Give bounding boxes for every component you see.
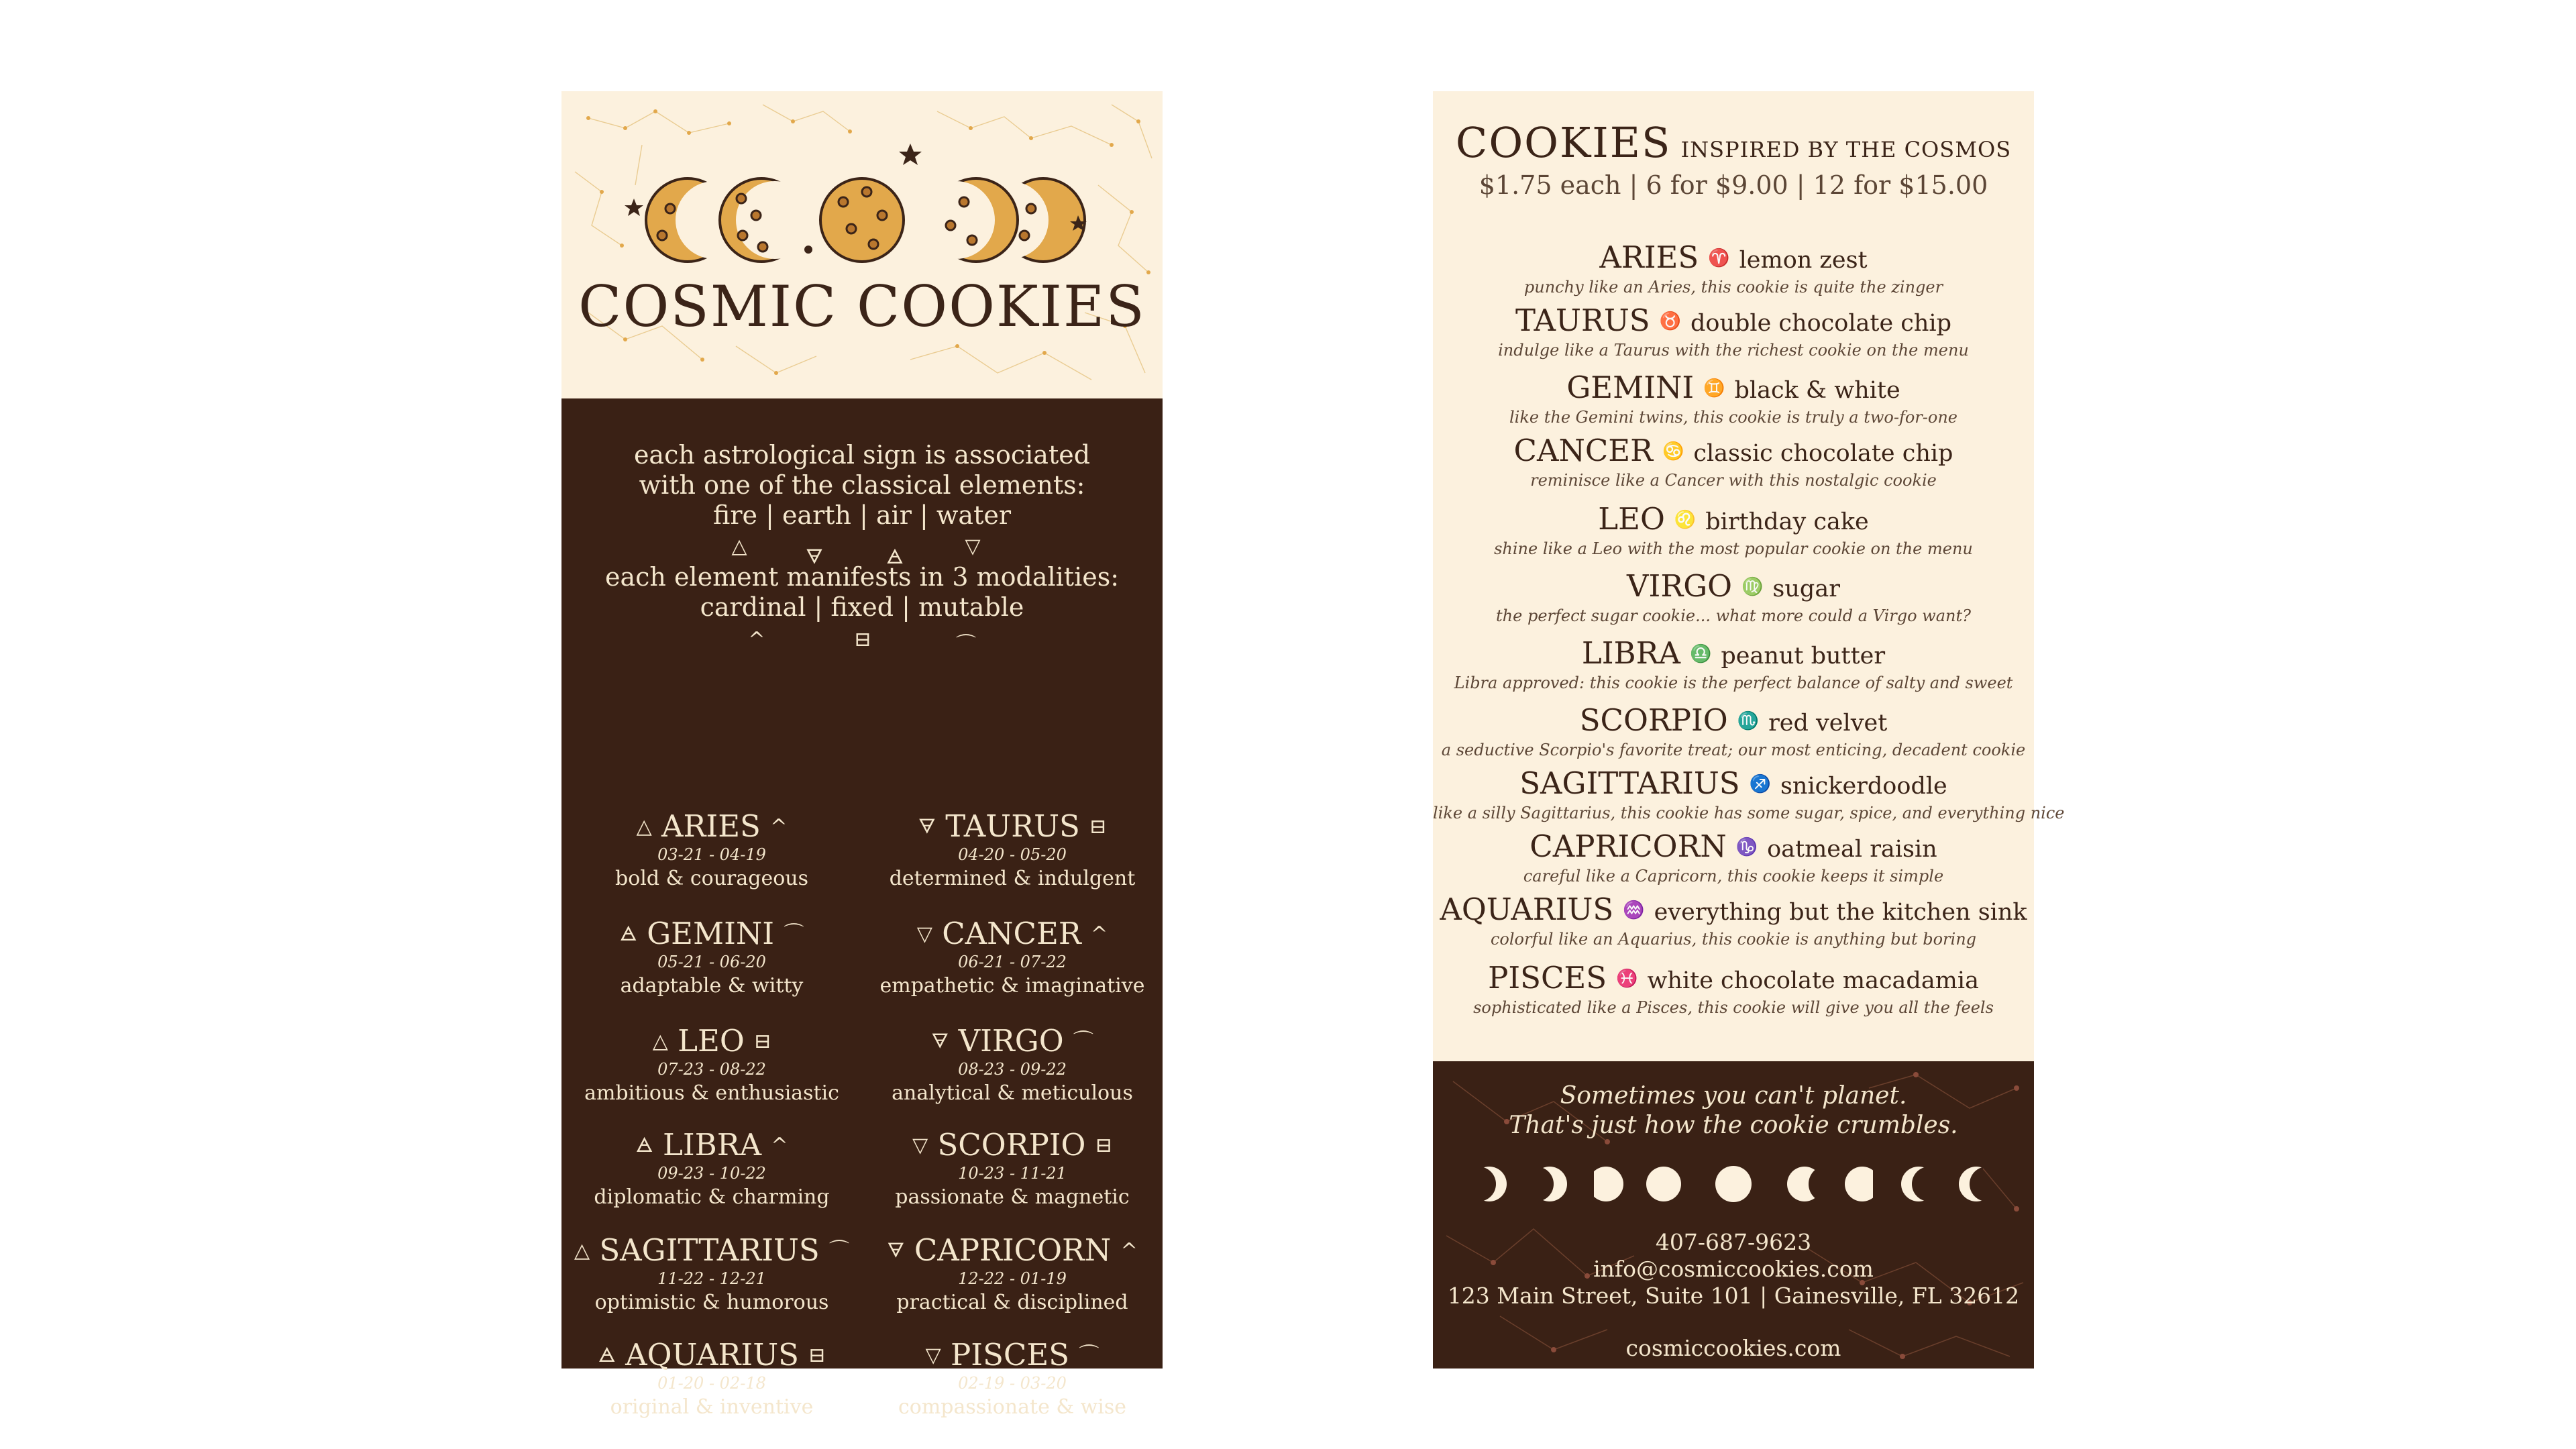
sign-name: LIBRA [662,1127,762,1163]
menu-item-description: sophisticated like a Pisces, this cookie will give you all the feels [1473,998,1994,1017]
modality-icon: ^ [771,1134,788,1157]
sign-trait: ambitious & enthusiastic [584,1081,839,1105]
virgo-glyph-icon: ♍ [1741,577,1764,597]
element-icon: 🜃 [918,815,936,839]
sign-dates: 08-23 - 09-22 [958,1060,1067,1079]
menu-item-sign: LIBRA [1581,635,1680,671]
aquarius-glyph-icon: ♒ [1623,900,1645,920]
price-list: $1.75 each | 6 for $9.00 | 12 for $15.00 [1479,170,1988,200]
menu-item-description: like a silly Sagittarius, this cookie has some sugar, spice, and everything nice [1433,804,2065,822]
cancer-glyph-icon: ♋ [1662,441,1684,462]
tagline-line-1: Sometimes you can't planet. [1560,1082,1907,1110]
sign-dates: 10-23 - 11-21 [958,1164,1067,1183]
sign-trait: empathetic & imaginative [879,974,1145,998]
sign-dates: 12-22 - 01-19 [958,1269,1067,1288]
menu-item-sign: LEO [1598,501,1665,537]
menu-item-description: Libra approved: this cookie is the perfect balance of salty and sweet [1454,674,2013,692]
sign-dates: 02-19 - 03-20 [958,1374,1067,1393]
menu-item-flavor: peanut butter [1721,643,1886,669]
astrology-intro [561,440,1163,531]
sign-cancer [862,916,1163,1000]
sign-virgo [862,1024,1163,1108]
sign-libra [561,1128,862,1212]
tagline-line-2: That's just how the cookie crumbles. [1509,1112,1958,1139]
menu-item-libra [1433,636,2034,692]
element-symbols-row [561,535,1163,569]
sign-dates: 11-22 - 12-21 [657,1269,766,1288]
menu-item-flavor: lemon zest [1739,247,1868,274]
menu-item-flavor: everything but the kitchen sink [1654,899,2027,926]
element-icon: ▽ [925,1344,941,1367]
sign-pisces [862,1338,1163,1421]
sign-taurus [862,809,1163,893]
menu-item-description: colorful like an Aquarius, this cookie is anything but boring [1490,930,1977,949]
sign-trait: practical & disciplined [896,1291,1128,1314]
sign-name: VIRGO [958,1023,1064,1059]
menu-item-sign: TAURUS [1515,303,1650,338]
mutable-modality-icon: ⌒ [956,633,976,657]
sign-name: SAGITTARIUS [599,1232,820,1268]
menu-item-sign: CANCER [1513,433,1653,468]
sign-name: CAPRICORN [914,1232,1112,1268]
leo-glyph-icon: ♌ [1674,510,1697,530]
sign-dates: 01-20 - 02-18 [657,1374,766,1393]
menu-item-sign: SAGITTARIUS [1519,765,1740,801]
menu-item-aquarius [1433,892,2034,949]
menu-item-flavor: sugar [1772,576,1840,602]
element-icon: ▽ [912,1134,928,1157]
menu-item-flavor: white chocolate macadamia [1647,967,1979,994]
modality-icon: ⌒ [829,1239,850,1263]
fixed-modality-icon: ⊟ [854,628,871,651]
menu-item-description: punchy like an Aries, this cookie is quite the zinger [1523,278,1943,297]
element-icon: △ [652,1030,668,1053]
sign-trait: determined & indulgent [889,867,1136,890]
contact-info [1433,1229,2034,1309]
gemini-glyph-icon: ♊ [1703,378,1725,398]
modality-icon: ⊟ [1095,1134,1112,1157]
menu-item-sign: CAPRICORN [1529,828,1727,864]
menu-item-flavor: double chocolate chip [1690,310,1952,337]
menu-item-leo [1433,502,2034,558]
sign-trait: diplomatic & charming [594,1185,830,1209]
menu-item-capricorn [1433,829,2034,885]
menu-item-sign: AQUARIUS [1440,892,1614,927]
modality-icon: ⌒ [1073,1030,1093,1053]
menu-item-sign: ARIES [1599,239,1699,275]
menu-item-gemini [1433,370,2034,427]
menu-item-flavor: birthday cake [1705,508,1869,535]
scorpio-glyph-icon: ♏ [1737,711,1760,731]
zodiac-info-card [561,91,1163,1419]
menu-item-sign: GEMINI [1566,370,1695,405]
sign-leo [561,1024,862,1108]
taurus-glyph-icon: ♉ [1659,311,1681,331]
air-element-icon: 🜁 [885,545,904,569]
modality-icon: ⌒ [784,922,804,946]
modalities-line: cardinal | fixed | mutable [700,592,1024,622]
intro-line-2: with one of the classical elements: [639,470,1085,500]
sign-name: LEO [678,1023,745,1059]
email-address[interactable]: info@cosmiccookies.com [1593,1256,1874,1282]
menu-item-flavor: classic chocolate chip [1693,440,1953,467]
sign-name: CANCER [942,916,1081,951]
sign-dates: 07-23 - 08-22 [657,1060,766,1079]
menu-item-description: the perfect sugar cookie... what more could a Virgo want? [1496,606,1971,625]
menu-item-sign: VIRGO [1627,568,1733,604]
menu-item-description: reminisce like a Cancer with this nostalgic cookie [1530,471,1937,490]
sign-scorpio [862,1128,1163,1212]
menu-footer [1433,1061,2034,1368]
cardinal-modality-icon: ^ [748,628,765,651]
intro-line-1: each astrological sign is associated [633,440,1091,470]
menu-item-scorpio [1433,703,2034,759]
sign-trait: bold & courageous [615,867,808,890]
sign-dates: 06-21 - 07-22 [958,953,1067,971]
modality-icon: ⊟ [808,1344,826,1367]
sign-trait: adaptable & witty [620,974,804,998]
sign-aquarius [561,1338,862,1421]
water-element-icon: ▽ [965,535,981,558]
sign-name: SCORPIO [937,1127,1086,1163]
street-address: 123 Main Street, Suite 101 | Gainesville, FL 32612 [1447,1283,2020,1309]
moon-phases-icon [1433,1161,2034,1208]
menu-item-sign: SCORPIO [1579,702,1728,738]
sign-trait: analytical & meticulous [892,1081,1133,1105]
element-icon: △ [636,815,652,839]
menu-item-flavor: oatmeal raisin [1767,836,1937,863]
menu-item-taurus [1433,303,2034,360]
element-icon: 🜃 [931,1030,949,1053]
cookie-moon-phases-logo [561,91,1163,398]
sagittarius-glyph-icon: ♐ [1749,774,1771,794]
brand-header [561,91,1163,398]
menu-subtitle: INSPIRED BY THE COSMOS [1680,137,2012,162]
menu-item-virgo [1433,569,2034,625]
menu-item-flavor: red velvet [1768,710,1888,737]
phone-number[interactable]: 407-687-9623 [1655,1229,1812,1255]
sign-name: TAURUS [945,808,1080,844]
cookie-menu-card [1433,91,2065,1368]
sign-trait: original & inventive [610,1395,814,1419]
menu-item-description: careful like a Capricorn, this cookie keeps it simple [1523,867,1944,885]
menu-title: COOKIES [1455,118,1672,167]
sign-name: PISCES [951,1337,1070,1373]
modality-icon: ^ [1091,922,1108,946]
website-link[interactable]: cosmiccookies.com [1625,1335,1841,1361]
sign-trait: passionate & magnetic [895,1185,1130,1209]
element-icon: 🜁 [619,922,637,946]
menu-item-description: shine like a Leo with the most popular cookie on the menu [1494,539,1973,558]
sign-aries [561,809,862,893]
fire-element-icon: △ [731,535,747,558]
sign-dates: 09-23 - 10-22 [657,1164,766,1183]
modality-symbols-row [561,628,1163,657]
menu-item-aries [1433,240,2034,297]
brand-title: COSMIC COOKIES [578,274,1146,339]
sign-name: AQUARIUS [625,1337,799,1373]
sign-name: GEMINI [647,916,775,951]
modality-icon: ⌒ [1079,1344,1099,1367]
sign-dates: 05-21 - 06-20 [657,953,766,971]
menu-item-pisces [1433,961,2034,1017]
menu-item-cancer [1433,433,2034,490]
element-icon: 🜁 [635,1134,653,1157]
libra-glyph-icon: ♎ [1689,644,1712,664]
sign-capricorn [862,1233,1163,1317]
sign-name: ARIES [661,808,761,844]
sign-dates: 03-21 - 04-19 [657,845,766,864]
intro-line-3: each element manifests in 3 modalities: [604,562,1120,592]
modality-icon: ^ [1120,1239,1138,1263]
element-icon: 🜃 [887,1239,905,1263]
modality-icon: ⊟ [1089,815,1107,839]
menu-item-sagittarius [1433,765,2065,822]
sign-trait: compassionate & wise [898,1395,1127,1419]
menu-item-flavor: black & white [1734,377,1900,404]
sign-sagittarius [561,1233,862,1317]
menu-item-sign: PISCES [1488,960,1607,996]
modalities-intro [561,562,1163,623]
element-icon: △ [574,1239,590,1263]
menu-item-description: a seductive Scorpio's favorite treat; our most enticing, decadent cookie [1441,741,2026,759]
modality-icon: ⊟ [754,1030,771,1053]
menu-heading [1433,118,2034,167]
menu-item-flavor: snickerdoodle [1780,773,1947,800]
modality-icon: ^ [770,815,788,839]
menu-item-description: like the Gemini twins, this cookie is truly a two-for-one [1509,408,1957,427]
menu-item-description: indulge like a Taurus with the richest cookie on the menu [1498,341,1969,360]
aries-glyph-icon: ♈ [1708,248,1730,268]
element-icon: ▽ [916,922,932,946]
footer-tagline [1433,1081,2034,1140]
sign-gemini [561,916,862,1000]
sign-dates: 04-20 - 05-20 [958,845,1067,864]
element-icon: 🜁 [598,1344,616,1367]
elements-line: fire | earth | air | water [712,500,1011,530]
pisces-glyph-icon: ♓ [1616,969,1638,989]
capricorn-glyph-icon: ♑ [1735,837,1758,857]
sign-trait: optimistic & humorous [594,1291,829,1314]
earth-element-icon: 🜃 [805,545,824,569]
